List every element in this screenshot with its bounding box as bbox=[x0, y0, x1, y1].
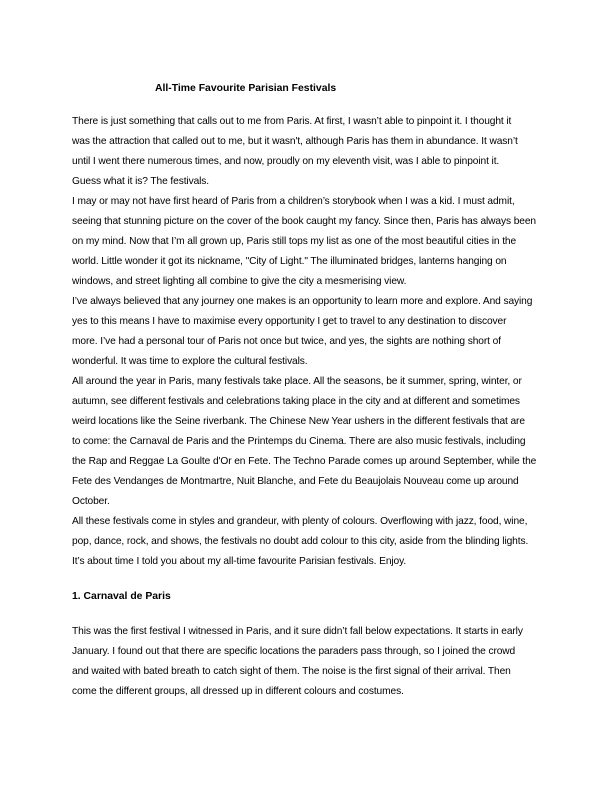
text-line: more. I’ve had a personal tour of Paris not once but twice, and yes, the sights are nothing short of bbox=[72, 336, 501, 347]
text-line: This was the first festival I witnessed in Paris, and it sure didn’t fall below expectations. It starts in early bbox=[72, 626, 523, 637]
text-line: until I went there numerous times, and now, proudly on my eleventh visit, was I able to pinpoint it. bbox=[72, 156, 500, 167]
text-line: Fete des Vendanges de Montmartre, Nuit Blanche, and Fete du Beaujolais Nouveau come up around bbox=[72, 476, 519, 487]
text-line: yes to this means I have to maximise every opportunity I get to travel to any destination to discover bbox=[72, 316, 507, 327]
text-line: Guess what it is? The festivals. bbox=[72, 176, 210, 187]
text-line: on my mind. Now that I’m all grown up, Paris still tops my list as one of the most beautiful cities in the bbox=[72, 236, 517, 247]
text-line: I’ve always believed that any journey one makes is an opportunity to learn more and explore. And saying bbox=[72, 296, 533, 307]
text-line: come the different groups, all dressed up in different colours and costumes. bbox=[72, 686, 404, 697]
text-line: wonderful. It was time to explore the cultural festivals. bbox=[72, 356, 308, 367]
text-line: seeing that stunning picture on the cover of the book caught my fancy. Since then, Paris has always been bbox=[72, 216, 536, 227]
text-line: the Rap and Reggae La Goulte d'Or en Fete. The Techno Parade comes up around September, while the bbox=[72, 456, 537, 467]
text-line: October. bbox=[72, 496, 110, 507]
text-line: There is just something that calls out to me from Paris. At first, I wasn’t able to pinpoint it. I thought it bbox=[72, 116, 512, 127]
text-line: to come: the Carnaval de Paris and the Printemps du Cinema. There are also music festivals, including bbox=[72, 436, 526, 447]
text-line: I may or may not have first heard of Paris from a children’s storybook when I was a kid. I must admit, bbox=[72, 196, 515, 207]
text-line: was the attraction that called out to me, but it wasn't, although Paris has them in abundance. It wasn’t bbox=[72, 136, 518, 147]
section-text bbox=[72, 622, 542, 702]
text-line: All around the year in Paris, many festivals take place. All the seasons, be it summer, spring, winter, or bbox=[72, 376, 522, 387]
section-heading: 1. Carnaval de Paris bbox=[72, 591, 171, 602]
text-line: January. I found out that there are specific locations the paraders pass through, so I joined the crowd bbox=[72, 646, 516, 657]
text-line: and waited with bated breath to catch sight of them. The noise is the first signal of their arrival. Then bbox=[72, 666, 511, 677]
text-line: world. Little wonder it got its nickname, "City of Light." The illuminated bridges, lanterns hanging on bbox=[72, 256, 507, 267]
text-line: All these festivals come in styles and grandeur, with plenty of colours. Overflowing with jazz, food, wine, bbox=[72, 516, 528, 527]
text-line: It’s about time I told you about my all-time favourite Parisian festivals. Enjoy. bbox=[72, 556, 407, 567]
text-line: weird locations like the Seine riverbank. The Chinese New Year ushers in the different festivals that are bbox=[72, 416, 525, 427]
text-line: windows, and street lighting all combine to give the city a mesmerising view. bbox=[72, 276, 407, 287]
text-line: autumn, see different festivals and celebrations taking place in the city and at different and sometimes bbox=[72, 396, 520, 407]
intro-text bbox=[72, 112, 542, 572]
text-line: pop, dance, rock, and shows, the festivals no doubt add colour to this city, aside from the blinding lights. bbox=[72, 536, 529, 547]
document-title: All-Time Favourite Parisian Festivals bbox=[155, 83, 337, 94]
